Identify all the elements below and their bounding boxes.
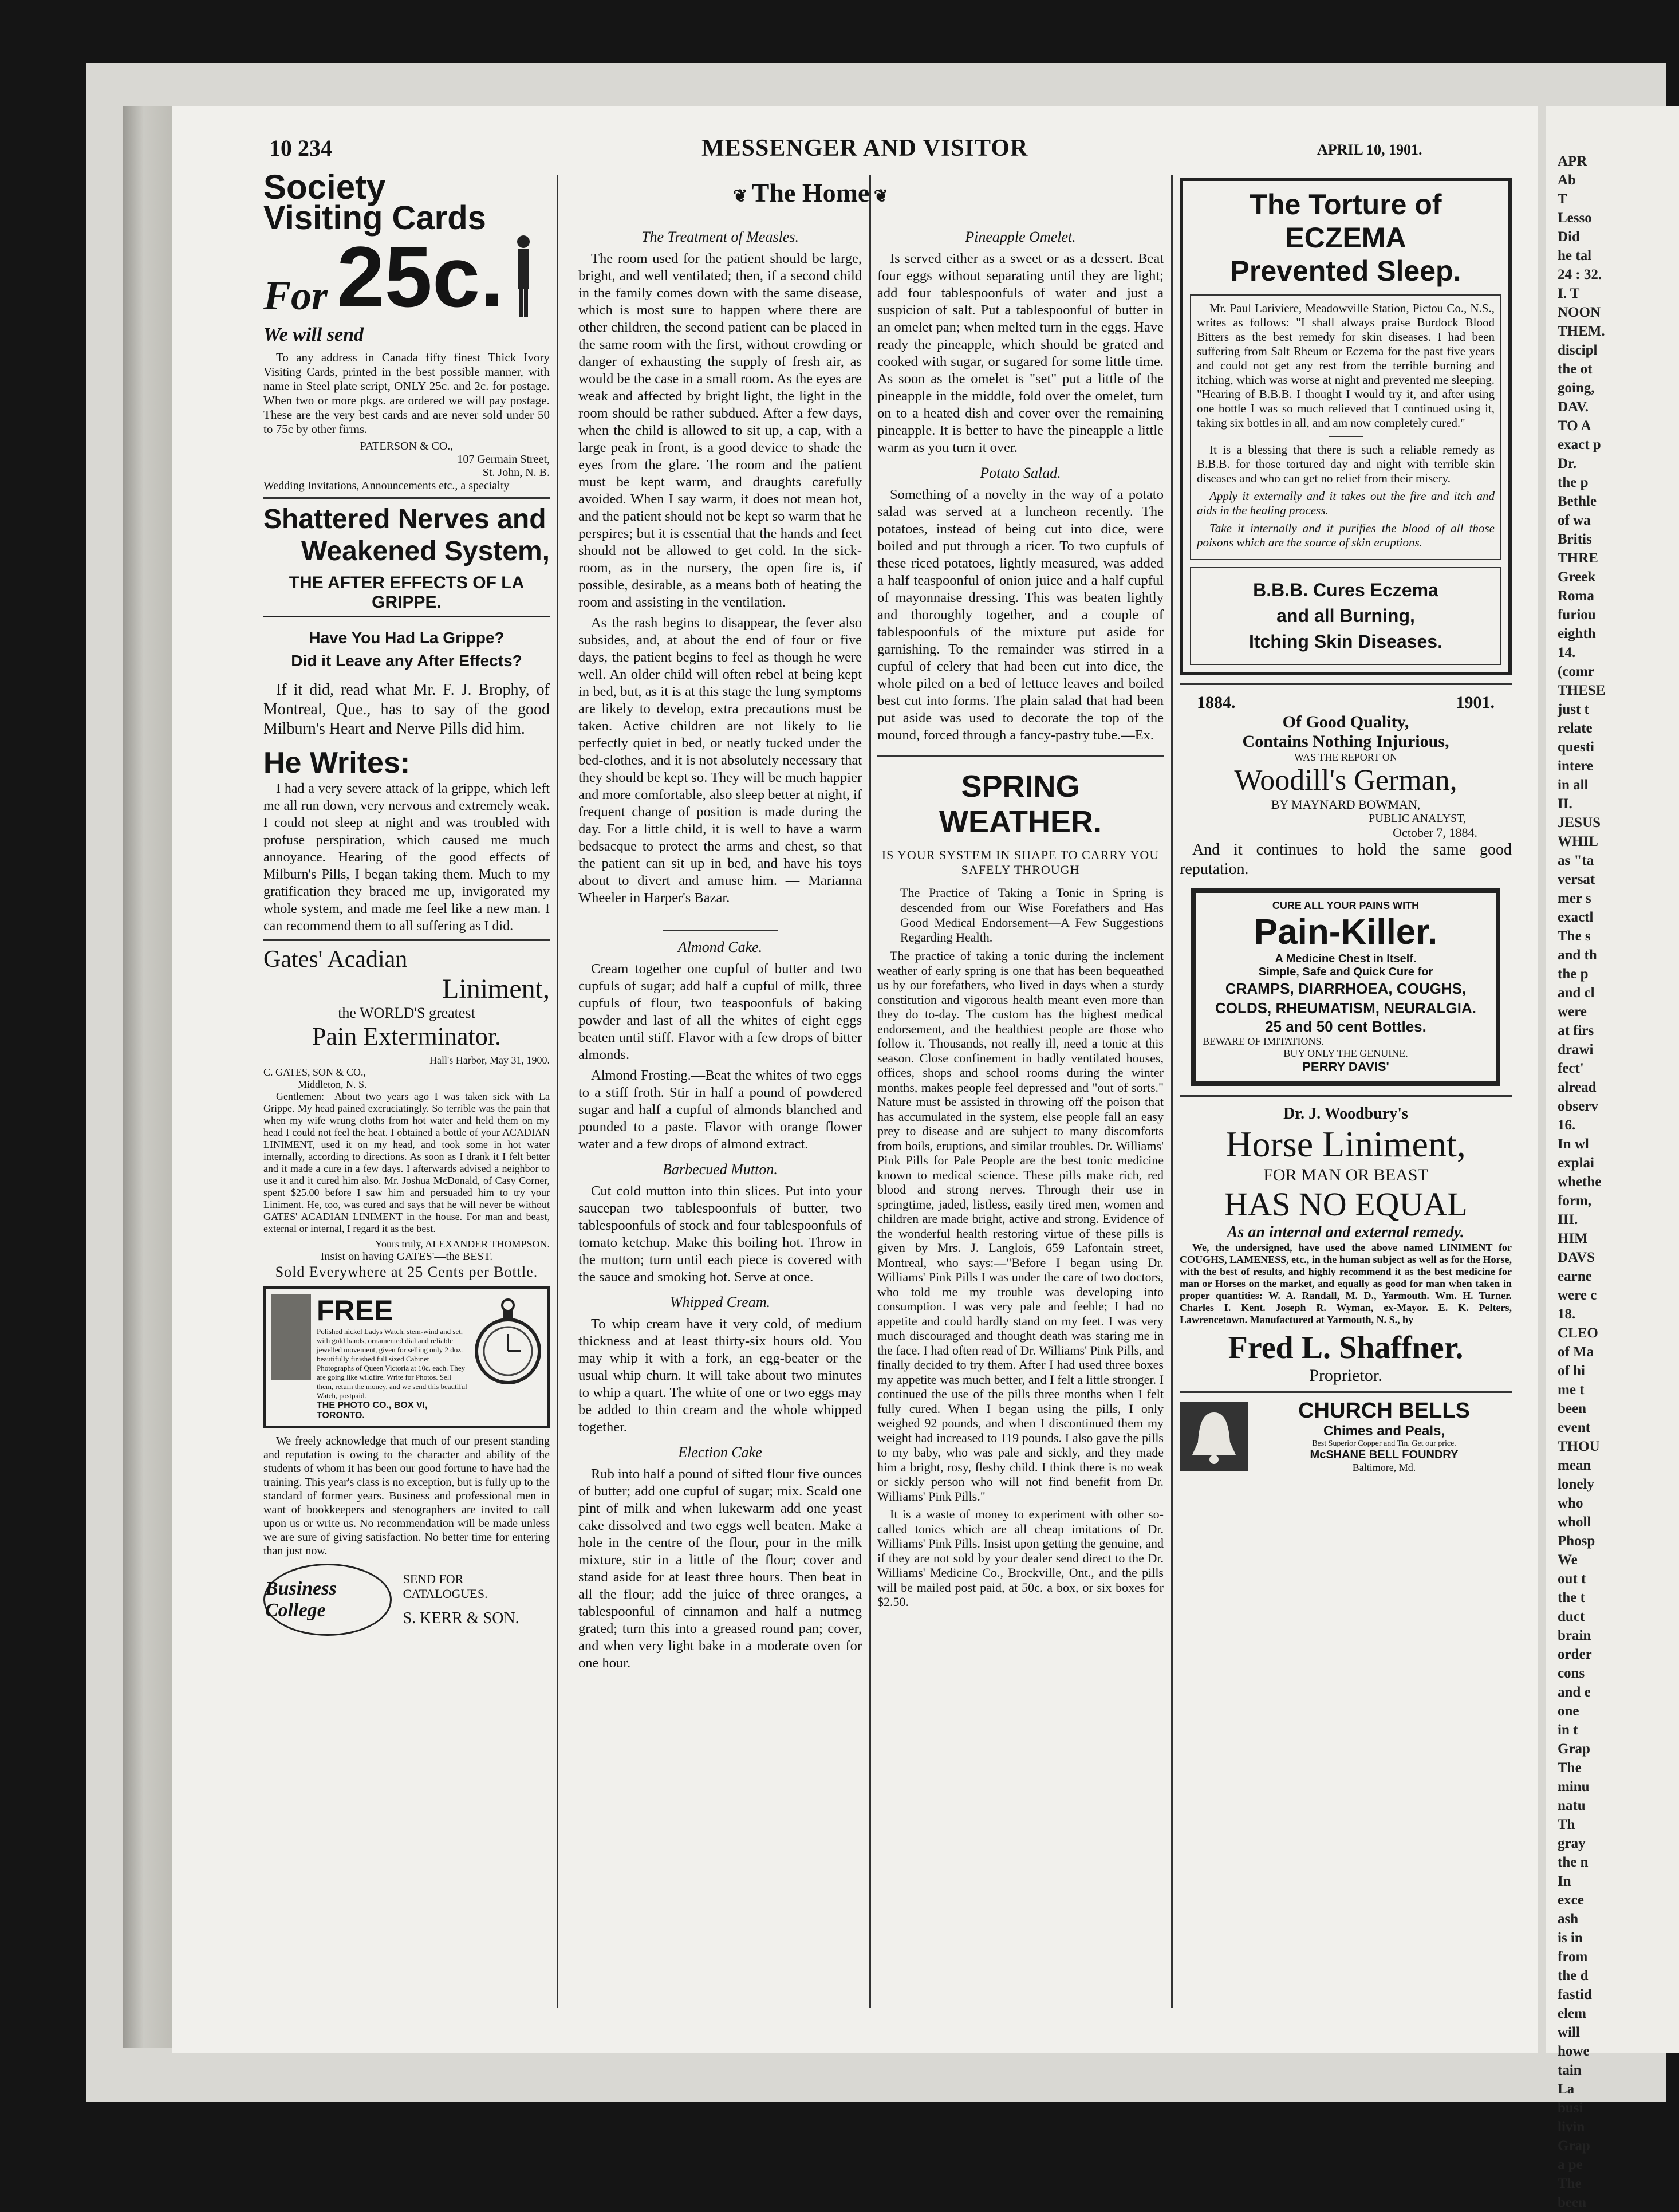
gentleman-figure-icon — [513, 234, 534, 320]
next-page-line: questi — [1558, 739, 1594, 755]
next-page-line: THEM. — [1558, 324, 1605, 339]
next-page-line: the p — [1558, 966, 1589, 982]
queen-portrait-icon — [271, 1294, 311, 1380]
next-page-line: APR — [1558, 153, 1587, 169]
next-page-line: the ot — [1558, 361, 1593, 377]
next-page-line: who — [1558, 1495, 1583, 1511]
next-page-line: exactl — [1558, 910, 1594, 925]
next-page-line: exce — [1558, 1892, 1584, 1908]
next-page-line: form, — [1558, 1193, 1591, 1209]
next-page-line: is in — [1558, 1930, 1583, 1946]
next-page-line: elem — [1558, 2006, 1586, 2021]
next-page-line: Did — [1558, 229, 1580, 245]
next-page-line: discipl — [1558, 343, 1598, 358]
next-page-line: ash — [1558, 1911, 1579, 1927]
next-page-line: drawi — [1558, 1042, 1594, 1057]
woodill-ad: 1884. 1901. Of Good Quality, Contains Nothing Injurious, WAS THE REPORT ON Woodill's German, BY MAYNARD BOWMAN, PUBLIC ANALYST, October 7, 1884. And it continues to hold the same good reputation. — [1180, 693, 1512, 878]
next-page-line: going, — [1558, 380, 1595, 396]
next-page-line: as "ta — [1558, 853, 1594, 868]
next-page-line: Britis — [1558, 532, 1592, 547]
next-page-line: II. — [1558, 796, 1572, 812]
next-page-line: just t — [1558, 702, 1589, 717]
next-page-line: were c — [1558, 1288, 1597, 1303]
next-page-line: 24 : 32. — [1558, 267, 1602, 282]
next-page-line: The s — [1558, 928, 1591, 944]
church-bells-ad: CHURCH BELLS Chimes and Peals, Best Superior Copper and Tin. Get our price. McSHANE BELL FOUNDRY Baltimore, Md. — [1180, 1399, 1512, 1474]
left-ad-column — [263, 168, 550, 2028]
next-page-line: me t — [1558, 1382, 1585, 1398]
next-page-line: (comr — [1558, 664, 1594, 679]
next-page-line: relate — [1558, 721, 1593, 736]
next-page-line: brain — [1558, 1628, 1591, 1643]
next-page-line: mer s — [1558, 891, 1591, 906]
horse-liniment-ad: Dr. J. Woodbury's Horse Liniment, FOR MAN OR BEAST HAS NO EQUAL As an internal and external remedy. We, the undersigned, have used the above named LINIMENT for COUGHS, LAMENESS, etc., in the human subject as well as for the Horse, with the best of results, and highly recommend it as the best medicine for man or Horses on the market, and equally as good for man when taken in proper quantities: W. A. Randall, M. D., Yarmouth. Wm. H. Turner. Charles I. Kent. Joseph R. Wyman, ex-Mayor. E. K. Pelters, Lawrencetown. Manufactured at Yarmouth, N. S., by Fred L. Shaffner. Proprietor. — [1180, 1105, 1512, 1385]
next-page-line: tain — [1558, 2063, 1582, 2078]
next-page-line: in all — [1558, 777, 1589, 793]
next-page-line: cons — [1558, 1666, 1585, 1681]
next-page-line: 16. — [1558, 1117, 1576, 1133]
next-page-line: Roma — [1558, 588, 1594, 604]
college-logo: Business College — [263, 1564, 392, 1636]
next-page-line: minu — [1558, 1779, 1590, 1794]
next-page-line: explai — [1558, 1155, 1594, 1171]
next-page-line: THESE — [1558, 683, 1606, 698]
next-page-line: Ab — [1558, 172, 1576, 188]
next-page-line: TO A — [1558, 418, 1591, 434]
next-page-line: fect' — [1558, 1061, 1584, 1076]
next-page-line: busi — [1558, 2100, 1583, 2116]
next-page-line: furiou — [1558, 607, 1596, 623]
home-column-1: The Treatment of Measles. The room used for the patient should be large, bright, and well ventilated; then, if a second child in the family comes down with the same disease, which is most sure to happen where there are other children, the second patient can be placed in the same room with the first, without crowding or danger of exhausting the supply of fresh air, as would be the case in a small room. As the eyes are weak and affected by bright light, the light in the room should be rather subdued. After a few days, when the child is allowed to sit up, a cap, with a large peak in front, is a good device to shade the eyes from the glare. The room and the patient must be kept warm, and draughts carefully avoided. When I say warm, it does not mean hot, and the patient should not be kept so warm that he perspires; but it is essential that the hands and feet should not be allowed to get cold. In the sick-room, as in the nursery, the open fire is, if possible, desirable, as a means both of heating the room and assisting in the ventilation. As the rash begins to disappear, the fever also subsides, and, at about the end of four or five days, the patient begins to feel as though he were well. An older child will often rebel at being kept in bed, but, as it is at this stage the lung symptoms are likely to develop, extra precautions must be taken. Active children are not likely to lie perfectly quiet in bed, or neatly tucked under the bed-clothes, and it is not absolutely necessary that they should be kept so. They will be much happier and more comfortable, also sleep better at night, if frequent change of position is made during the day. For a little child, it is well to have a warm bedsacque to protect the arms and chest, so that the patient can sit up in bed, and have his toys about to divert and amuse him. — Marianna Wheeler in Harper's Bazar. Almond Cake. Cream together one cupful of butter and two cupfuls of sugar; add half a cupful of milk, three cupfuls of flour, two teaspoonfuls of baking powder and last of all the whites of eight eggs beaten until stiff. Flavor with a few drops of bitter almonds. Almond Frosting.—Beat the whites of two eggs to a stiff froth. Stir in half a pound of powdered sugar and half a cupful of almonds blanched and pounded to a paste. Flavor with orange flower water and a few drops of almond extract. Barbecued Mutton. Cut cold mutton into thin slices. Put into your saucepan two tablespoonfuls of butter, two tablespoonfuls of stock and four tablespoonfuls of tomato ketchup. Make this boiling hot. Throw in the mutton; turn until each piece is covered with the sauce and smoking hot. Serve at once. Whipped Cream. To whip cream have it very cold, of medium thickness and at least thirty-six hours old. You may whip it with a fork, an egg-beater or the usual whip churn. It will take about two minutes to whip a quart. The white of one or two eggs may be added to thin cream and the whole whipped together. Election Cake Rub into half a pound of sifted flour five ounces of butter; add one cupful of sugar; mix. Scald one pint of milk and when lukewarm add one yeast cake dissolved and two eggs well beaten. Make a hole in the centre of the flour, pour in the milk mixture, stir in a little of the flour; cover and stand aside for at least three hours. Then beat in all the flour; add the juice of three oranges, a tablespoonful of cinnamon and half a nutmeg grated; turn this into a greased round pan; cover, and when very light bake in a moderate oven for one hour. — [578, 229, 862, 1671]
next-page-line: La — [1558, 2081, 1575, 2097]
next-page-line: been — [1558, 2195, 1586, 2210]
next-page-line: out t — [1558, 1571, 1586, 1587]
next-page-line: whethe — [1558, 1174, 1602, 1190]
next-page-line: Grap — [1558, 2138, 1590, 2154]
next-page-line: order — [1558, 1647, 1592, 1662]
next-page-line: HIM — [1558, 1231, 1588, 1246]
next-page-line: DAV. — [1558, 399, 1589, 415]
next-page-line: Grap — [1558, 1741, 1590, 1757]
next-page-line: the p — [1558, 475, 1589, 490]
next-page-line: lonely — [1558, 1477, 1594, 1492]
next-page-line: been — [1558, 1401, 1586, 1416]
next-page-line: of wa — [1558, 513, 1591, 528]
next-page-line: at firs — [1558, 1023, 1594, 1038]
page-number: 10 234 — [269, 135, 332, 161]
next-page-line: I. T — [1558, 286, 1580, 301]
home-column-2: Pineapple Omelet. Is served either as a sweet or as a dessert. Beat four eggs without separating until they are light; add four tablespoonfuls of water and just a suspicion of salt. Put a tablespoonful of butter in an omelet pan; when melted turn in the eggs. Have ready the pineapple, which should be grated and cooked with sugar, or sugared for some little time. As soon as the omelet is "set" put a little of the pineapple in the middle, fold over the omelet, turn on to a heated dish and cover over the remaining pineapple. It is better to have the pineapple a little warm as you turn it over. Potato Salad. Something of a novelty in the way of a potato salad was served at a luncheon recently. The potatoes, instead of being cut into dice, were boiled and put through a ricer. To two cupfuls of these riced potatoes, lightly measured, was added a half teaspoonful of onion juice and a half cupful of mayonnaise dressing. This was beaten lightly and thoroughly together, and a couple of tablespoonfuls of the mixture put aside for garnishing. To the remainder was stirred in a cupful of celery that had been cut into dice, the whole piled on a bed of lettuce leaves and boiled best cut into forms. The plain salad that had been put aside was used to decorate the top of the mound, forced through a fancy-pastry tube.—Ex. SPRING WEATHER. IS YOUR SYSTEM IN SHAPE TO CARRY YOU SAFELY THROUGH The Practice of Taking a Tonic in Spring is descended from our Wise Forefathers and Has Good Medical Endorsement—A Few Suggestions Regarding Health. The practice of taking a tonic during the inclement weather of early spring is one that has been bequeathed us by our forefathers, who lived in days when a sturdy constitution and vigorous health meant even more than they do to-day. The custom has the highest medical endorsement, and the healthiest people are those who follow it. Thousands, not really ill, need a tonic at this season. Close confinement in badly ventilated houses, offices, shops and school rooms during the winter months, makes people feel depressed and "out of sorts." Nature must be assisted in throwing off the poison that has accumulated in the system, else people fall an easy prey to disease and are subject to many discomforts from boils, eruptions, and similar troubles. Dr. Williams' Pink Pills for Pale People are the best tonic medicine known to medical science. These pills make rich, red blood and strong nerves. Through their use in springtime, jaded, listless, easily tired men, women and children are made bright, active and strong. Evidence of the wonderful health restoring virtue of these pills is given by Mrs. J. Langlois, 659 Lafontain street, Montreal, who says:—"Before I began using Dr. Williams' Pink Pills I was under the care of two doctors, who told me my trouble was developing into consumption. I was very pale and feeble; I had no appetite and could hardly stand on my feet. I was very much discouraged and thought death was staring me in the face. I had often read of Dr. Williams' Pink Pills, and finally decided to try them. After I had used three boxes my appetite was much better, and I felt a little stronger. I continued the use of the pills three months when I felt fully cured. When I began using the pills, I only weighed 92 pounds, and when I discontinued them my weight had increased to 119 pounds. I also gave the pills to my baby, who was pale and sickly, and they made him a bright, rosy, fleshy child. I think there is no weak or sickly person who will not find benefit from Dr. Williams' Pink Pills." It is a waste of money to experiment with other so-called tonics which are all cheap imitations of Dr. Williams' Pink Pills. Insist upon getting the genuine, and if they are not sold by your dealer send direct to the Dr. Williams' Medicine Co., Brockville, Ont., and the pills will be mailed post paid, at 50c. a box, or six boxes for $2.50. — [877, 229, 1164, 1609]
book-binding — [123, 106, 175, 2048]
next-page-line: Phosp — [1558, 1533, 1595, 1549]
next-page-line: Bethle — [1558, 494, 1597, 509]
next-page-line: duct — [1558, 1609, 1585, 1624]
column-rule — [557, 175, 558, 2008]
next-page-line: JESUS — [1558, 815, 1601, 831]
next-page-line: intere — [1558, 758, 1594, 774]
next-page-line: Dr. — [1558, 456, 1577, 471]
next-page-line: were — [1558, 1004, 1587, 1020]
bell-icon — [1180, 1402, 1248, 1471]
column-rule — [1171, 175, 1173, 2008]
next-page-line: in t — [1558, 1722, 1578, 1738]
next-page-line: We — [1558, 1552, 1578, 1568]
business-college-ad: We freely acknowledge that much of our present standing and reputation is owing to the character and ability of the students of whom it has been our good fortune to have had the training. This year's class is no exception, but is fully up to the standard of former years. Business and professional men in want of bookkeepers and stenographers are invited to call upon us or write us. No recommendation will be made unless we are sure of giving satisfaction. No better time for entering than just now. Business College SEND FOR CATALOGUES. S. KERR & SON. — [263, 1434, 550, 1636]
next-page-line: In wl — [1558, 1136, 1589, 1152]
next-page-line: howe — [1558, 2044, 1590, 2059]
next-page-line: gray — [1558, 1836, 1586, 1851]
gates-liniment-ad: Gates' Acadian Liniment, the WORLD'S greatest Pain Exterminator. Hall's Harbor, May 31, 1900. C. GATES, SON & CO., Middleton, N. S. Gentlemen:—About two years ago I was taken sick with La Grippe. My head pained excruciatingly. So terrible was the pain that when my wife wrung cloths from hot water and held them on my head I could not feel the heat. I obtained a bottle of your ACADIAN LINIMENT, used it on my head, and took some in hot water internally, according to directions. As soon as I drank it I felt better and it made a cure in a few days. I afterwards advised a neighbor to use it and it cured him also. Mr. Joshua McDonald, of Casy Corner, spent $25.00 before I saw him and persuaded him to try your Liniment. He, too, was cured and says that he will never be without GATES' ACADIAN LINIMENT in the house. For man and beast, external or internal, I regard it as the best. Yours truly, ALEXANDER THOMPSON. Insist on having GATES'—the BEST. Sold Everywhere at 25 Cents per Bottle. — [263, 946, 550, 1280]
next-page-line: will — [1558, 2025, 1580, 2040]
next-page-line: alread — [1558, 1080, 1597, 1095]
next-page-line: mean — [1558, 1458, 1591, 1473]
next-page-line: fastid — [1558, 1987, 1592, 2002]
next-page-line: he tal — [1558, 248, 1592, 263]
issue-date: APRIL 10, 1901. — [1317, 141, 1422, 158]
next-page-line: THRE — [1558, 550, 1598, 566]
section-title: ❦ The Home ❦ — [733, 178, 888, 207]
next-page-line: The — [1558, 2176, 1582, 2191]
next-page-line: CLEO — [1558, 1325, 1598, 1341]
next-page-line: one — [1558, 1703, 1579, 1719]
next-page-fragment — [1546, 106, 1679, 2210]
next-page-line: Greek — [1558, 569, 1596, 585]
nerve-pills-ad: Shattered Nerves and Weakened System, THE AFTER EFFECTS OF LA GRIPPE. Have You Had La Grippe? Did it Leave any After Effects? If it did, read what Mr. F. J. Brophy, of Montreal, Que., has to say of the good Milburn's Heart and Nerve Pills did him. He Writes: I had a very severe attack of la grippe, which left me all run down, very nervous and extremely weak. I could not sleep at night and was troubled with profuse perspiration, which caused me much annoyance. Hearing of the good effects of Milburn's Pills, I began taking them. Much to my gratification they braced me up, invigorated my whole system, and made me feel like a new man. I can recommend them to all suffering as I did. — [263, 504, 550, 934]
next-page-line: the d — [1558, 1968, 1589, 1983]
next-page-line: observ — [1558, 1099, 1598, 1114]
eczema-ad: The Torture of ECZEMA Prevented Sleep. Mr. Paul Lariviere, Meadowville Station, Pictou Co., N.S., writes as follows: "I shall always praise Burdock Blood Bitters as the best remedy for skin diseases. I had been suffering from Salt Rheum or Eczema for the past five years and could not get any rest from the terrible burning and itching, which was worse at night and prevented me sleeping. "Hearing of B.B.B. I thought I would try it, and after using one bottle I was so much relieved that I continued using it, taking six bottles in all, and am now completely cured." It is a blessing that there is such a reliable remedy as B.B.B. for those tortured day and night with terrible skin diseases and who can get no relief from their misery. Apply it externally and it takes out the fire and itch and aids in the healing process. Take it internally and it purifies the blood of all those poisons which are the source of skin eruptions. B.B.B. Cures Eczema and all Burning, Itching Skin Diseases. — [1180, 178, 1512, 675]
next-page-line: a pe — [1558, 2157, 1583, 2172]
paper-title: MESSENGER AND VISITOR — [701, 135, 1028, 162]
right-ad-column — [1180, 172, 1512, 2028]
next-page-line: the t — [1558, 1590, 1585, 1605]
next-page-line: Th — [1558, 1817, 1575, 1832]
next-page-line: of Ma — [1558, 1344, 1594, 1360]
next-page-line: natu — [1558, 1798, 1586, 1813]
next-page-line: Lesso — [1558, 210, 1592, 226]
next-page-line: 18. — [1558, 1306, 1576, 1322]
visiting-cards-ad: Society Visiting Cards For 25c. We will send To any address in Canada fifty finest Thick Ivory Visiting Cards, printed in the best possible manner, with name in Steel plate script, ONLY 25c. and 2c. for postage. When two or more pkgs. are ordered we will pay postage. These are the very best cards and are never sold under 50 to 75c by other firms. PATERSON & CO., 107 Germain Street, St. John, N. B. Wedding Invitations, Announcements etc., a specialty — [263, 168, 550, 492]
newspaper-page — [172, 106, 1538, 2053]
next-page-line: The — [1558, 1760, 1582, 1776]
next-page-line: and cl — [1558, 985, 1595, 1001]
next-page-line: exact p — [1558, 437, 1601, 452]
next-page-line: T — [1558, 191, 1567, 207]
next-page-line: of hi — [1558, 1363, 1585, 1379]
next-page-line: earne — [1558, 1269, 1592, 1284]
next-page-line: from — [1558, 1949, 1588, 1965]
next-page-line: THOU — [1558, 1439, 1600, 1454]
next-page-line: and e — [1558, 1684, 1591, 1700]
next-page-line: livin — [1558, 2119, 1585, 2135]
next-page-line: 14. — [1558, 645, 1576, 660]
next-page-line: wholl — [1558, 1514, 1591, 1530]
pain-killer-ad: CURE ALL YOUR PAINS WITH Pain-Killer. A Medicine Chest in Itself. Simple, Safe and Quick Cure for CRAMPS, DIARRHOEA, COUGHS, COLDS, RHEUMATISM, NEURALGIA. 25 and 50 cent Bottles. BEWARE OF IMITATIONS. BUY ONLY THE GENUINE. PERRY DAVIS' — [1191, 888, 1500, 1086]
next-page-line: versat — [1558, 872, 1595, 887]
next-page-line: eighth — [1558, 626, 1596, 641]
next-page-line: NOON — [1558, 305, 1601, 320]
next-page-line: and th — [1558, 947, 1597, 963]
next-page-line: WHIL — [1558, 834, 1598, 849]
next-page-line: DAVS — [1558, 1250, 1595, 1265]
pocket-watch-icon — [474, 1294, 542, 1391]
next-page-line: In — [1558, 1873, 1571, 1889]
next-page-line: III. — [1558, 1212, 1578, 1227]
next-page-line: event — [1558, 1420, 1590, 1435]
next-page-line: the n — [1558, 1855, 1589, 1870]
column-rule — [869, 175, 871, 2008]
free-watch-ad: FREE Polished nickel Ladys Watch, stem-wind and set, with gold hands, ornamented dial and reliable jewelled movement, given for selling only 2 doz. beautifully finished full sized Cabinet Photographs of Queen Victoria at 10c. each. They are going like wildfire. Write for Photos. Sell them, return the money, and we send this beautiful Watch, postpaid. THE PHOTO CO., BOX VI, TORONTO. — [263, 1286, 550, 1428]
spring-weather-headline: SPRING WEATHER. — [939, 769, 1102, 839]
